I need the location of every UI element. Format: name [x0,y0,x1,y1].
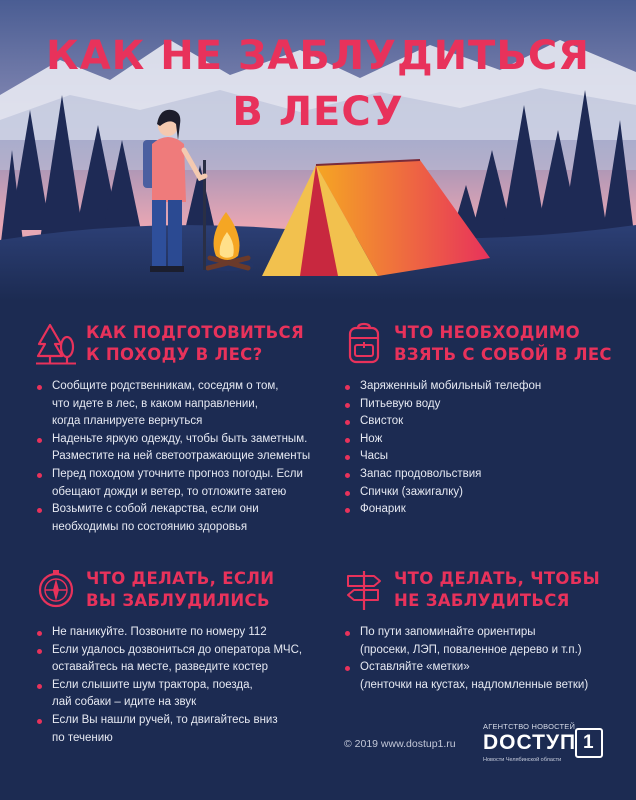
list-item-line: что идете в лес, в каком направлении, [52,397,258,410]
logo-mark-icon [575,728,603,758]
logo-brand-text: DОСТУП [483,731,577,754]
dostup-logo[interactable] [483,722,603,766]
page-title-line-2: В ЛЕСУ [232,89,404,135]
forest-trees-icon [36,322,76,366]
section-prepare-title-line-1: КАК ПОДГОТОВИТЬСЯ [86,323,304,342]
list-item: Свисток [344,413,541,431]
section-lost-list [36,624,302,747]
section-avoid-title-line-1: ЧТО ДЕЛАТЬ, ЧТОБЫ [394,569,601,588]
copyright-text: © 2019 www.dostup1.ru [344,738,456,750]
section-avoid [344,568,624,708]
list-item-line: По пути запоминайте ориентиры [360,626,536,638]
list-item [36,501,310,536]
list-item: Заряженный мобильный телефон [344,378,541,396]
list-item [36,378,310,431]
list-item-line: обещают дожди и ветер, то отложите затею [52,485,287,498]
section-lost [36,568,326,758]
list-item: Часы [344,448,541,466]
section-prepare-title [86,322,304,366]
list-item-line: Перед походом уточните прогноз погоды. Если [52,467,303,480]
list-item-line: (просеки, ЛЭП, поваленное дерево и т.п.) [360,643,582,656]
list-item: Питьевую воду [344,396,541,414]
list-item [344,659,588,694]
list-item-line: Разместите на ней светоотражающие элементы [52,450,311,463]
signpost-icon [344,568,384,612]
list-item-line: лай собаки – идите на звук [52,696,197,709]
section-prepare [36,322,326,552]
list-item [344,624,588,659]
list-item-line: по течению [52,731,113,744]
compass-icon [36,568,76,612]
section-lost-title [86,568,274,612]
list-item: Спички (зажигалку) [344,484,541,502]
list-item-line: Наденьте яркую одежду, чтобы быть заметным. [52,432,308,445]
list-item-line: когда планируете вернуться [52,415,203,428]
section-avoid-title [394,568,600,612]
list-item-line: (ленточки на кустах, надломленные ветки) [360,678,589,691]
list-item-line: Если Вы нашли ручей, то двигайтесь вниз [52,713,278,726]
list-item: Запас продовольствия [344,466,541,484]
logo-mark-text: 1 [583,732,594,753]
section-avoid-title-line-2: НЕ ЗАБЛУДИТЬСЯ [394,591,570,610]
section-lost-title-line-1: ЧТО ДЕЛАТЬ, ЕСЛИ [86,569,275,588]
backpack-icon [344,322,384,366]
list-item: Фонарик [344,501,541,519]
list-item [36,642,302,677]
page-title [0,28,636,140]
section-take-list [344,378,541,519]
list-item-line: Возьмите с собой лекарства, если они [52,503,259,516]
list-item [36,677,302,712]
list-item-line: Если слышите шум трактора, поезда, [52,678,253,691]
list-item [36,624,302,642]
section-avoid-list [344,624,588,694]
list-item-line: необходимы по состоянию здоровья [52,520,248,533]
section-lost-title-line-2: ВЫ ЗАБЛУДИЛИСЬ [86,591,270,610]
list-item [36,466,310,501]
list-item: Нож [344,431,541,449]
list-item-line: Если удалось дозвониться до оператора МЧС, [52,643,303,656]
section-take [344,322,614,532]
list-item [36,712,302,747]
logo-top-text: АГЕНТСТВО НОВОСТЕЙ [483,722,576,731]
section-take-title-line-2: ВЗЯТЬ С СОБОЙ В ЛЕС [394,345,612,364]
section-prepare-title-line-2: К ПОХОДУ В ЛЕС? [86,345,263,364]
list-item-line: Сообщите родственникам, соседям о том, [52,380,279,392]
logo-subtitle-text: Новости Челябинской области [483,757,562,763]
section-take-title [394,322,612,366]
list-item-line: Не паникуйте. Позвоните по номеру 112 [52,626,267,638]
page-title-line-1: КАК НЕ ЗАБЛУДИТЬСЯ [46,33,590,79]
list-item [36,431,310,466]
list-item-line: Оставляйте «метки» [360,661,470,674]
section-prepare-list [36,378,310,536]
section-take-title-line-1: ЧТО НЕОБХОДИМО [394,323,580,342]
list-item-line: оставайтесь на месте, разведите костер [52,661,269,674]
